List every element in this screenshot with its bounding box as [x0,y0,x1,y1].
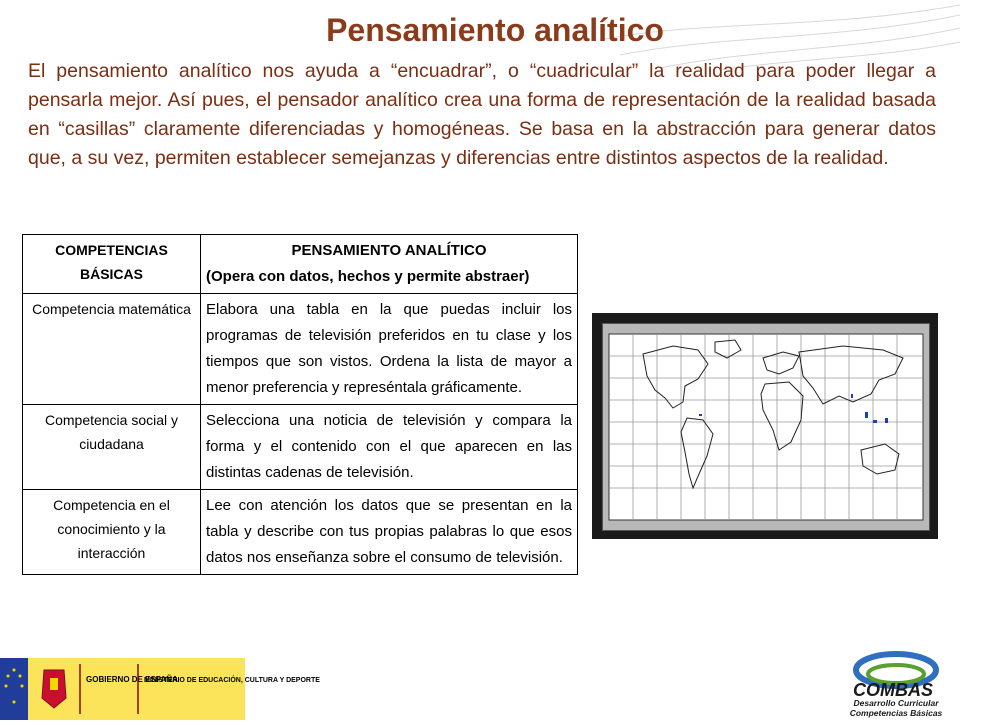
actividad-cell: Elabora una tabla en la que puedas incluir los programas de televisión preferidos en tu clase y los tiempos que son vistos. Ordena la lista de mayor a menor preferencia y represéntala gráficamente. [201,294,578,405]
header-pensamiento-subtitle: (Opera con datos, hechos y permite abstraer) [206,268,530,285]
header-pensamiento-title: PENSAMIENTO ANALÍTICO [291,242,487,259]
combas-logo [826,650,960,720]
header-pensamiento [201,235,578,294]
actividad-cell: Lee con atención los datos que se presentan en la tabla y describe con tus propias palabras lo que esos datos nos enseñanza sobre el consumo de televisión. [201,490,578,575]
actividad-cell: Selecciona una noticia de televisión y compara la forma y el contenido con el que aparecen en las distintas cadenas de televisión. [201,405,578,490]
table-header-row [23,235,578,294]
header-competencias: COMPETENCIAS BÁSICAS [23,235,201,294]
gobierno-text: GOBIERNO DE ESPAÑA [86,675,178,684]
competencia-cell: Competencia en el conocimiento y la interacción [23,490,201,575]
combas-sub2-text: Competencias Básicas [849,708,943,718]
competencia-cell: Competencia matemática [23,294,201,405]
world-map-image [603,324,929,530]
table-row [23,294,578,405]
competencias-table [22,234,578,575]
ministerio-text: MINISTERIO DE EDUCACIÓN, CULTURA Y DEPORTE [144,677,320,684]
table-row [23,490,578,575]
combas-brand-text: COMBAS [853,680,933,700]
competencia-cell: Competencia social y ciudadana [23,405,201,490]
gobierno-logo [0,658,320,720]
table-row [23,405,578,490]
world-map-frame [592,313,938,539]
intro-paragraph: El pensamiento analítico nos ayuda a “encuadrar”, o “cuadricular” la realidad para poder llegar a pensarla mejor. Así pues, el pensador analítico crea una forma de representación de la realidad basada en “casillas” claramente diferenciadas y homogéneas. Se basa en la abstracción para generar datos que, a su vez, permiten establecer semejanzas y diferencias entre distintos aspectos de la realidad. [28,60,936,169]
page-title: Pensamiento analítico [326,12,664,48]
world-map-panel [602,323,930,531]
combas-sub1-text: Desarrollo Curricular [853,698,939,708]
